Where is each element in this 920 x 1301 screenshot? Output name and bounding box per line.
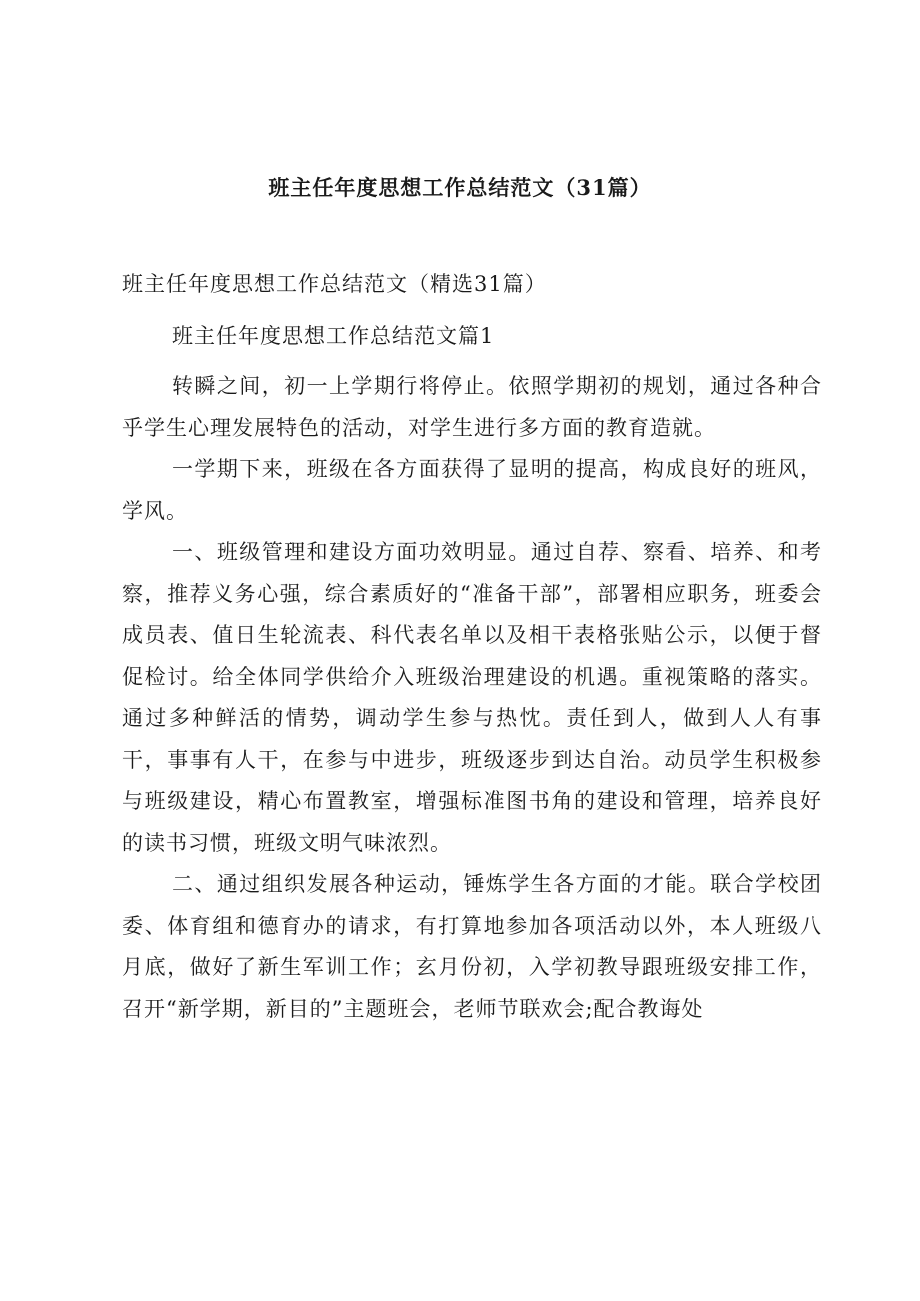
paragraph: 一学期下来，班级在各方面获得了显明的提高，构成良好的班风，学风。 (122, 457, 822, 523)
document-subtitle: 班主任年度思想工作总结范文（精选31篇） (122, 272, 547, 296)
document-title: 班主任年度思想工作总结范文（31篇） (268, 175, 652, 200)
paragraph: 二、通过组织发展各种运动，锤炼学生各方面的才能。联合学校团委、体育组和德育办的请求，有打算地参加各项活动以外，本人班级八月底，做好了新生军训工作；玄月份初，入学初教导跟班级安排工作，召开“新学期，新目的”主题班会，老师节联欢会;配合教诲处 (122, 872, 822, 1021)
section-heading: 班主任年度思想工作总结范文篇1 (172, 324, 495, 348)
paragraph: 一、班级管理和建设方面功效明显。通过自荐、察看、培养、和考察，推荐义务心强，综合素质好的“准备干部”，部署相应职务，班委会成员表、值日生轮流表、科代表名单以及相干表格张贴公示，以便于督促检讨。给全体同学供给介入班级治理建设的机遇。重视策略的落实。通过多种鲜活的情势，调动学生参与热忱。责任到人，做到人人有事干，事事有人干，在参与中进步，班级逐步到达自治。动员学生积极参与班级建设，精心布置教室，增强标准图书角的建设和管理，培养良好的读书习惯，班级文明气味浓烈。 (122, 540, 822, 855)
document-body (122, 366, 822, 1030)
paragraph: 转瞬之间，初一上学期行将停止。依照学期初的规划，通过各种合乎学生心理发展特色的活动，对学生进行多方面的教育造就。 (122, 374, 822, 440)
